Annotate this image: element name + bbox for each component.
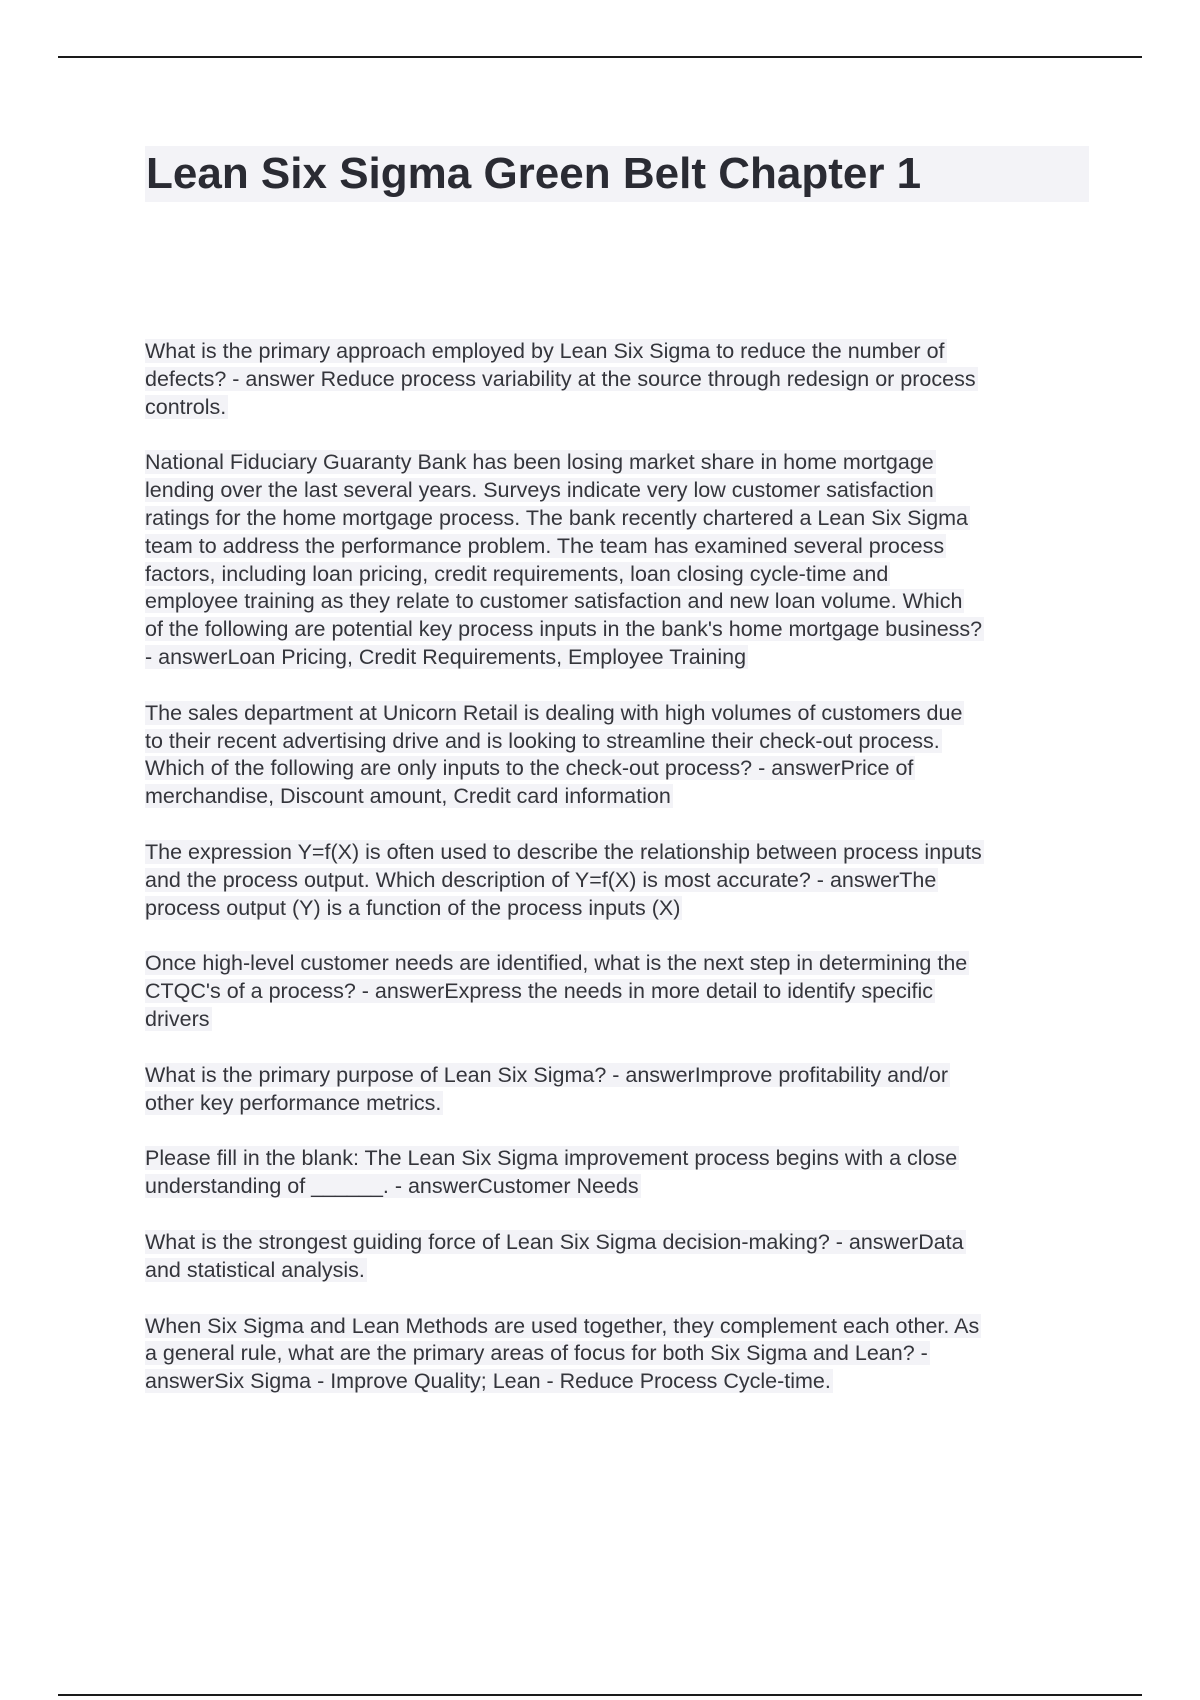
- qa-line: [145, 505, 1089, 533]
- qa-line: [145, 1313, 1089, 1341]
- qa-line: [145, 755, 1089, 783]
- qa-line-text: and the process output. Which description of Y=f(X) is most accurate? - answerThe: [145, 867, 937, 892]
- qa-line: [145, 728, 1089, 756]
- qa-line: [145, 978, 1089, 1006]
- top-rule: [58, 56, 1142, 58]
- qa-line-text: factors, including loan pricing, credit requirements, loan closing cycle-time and: [145, 561, 889, 586]
- qa-line-text: a general rule, what are the primary areas of focus for both Six Sigma and Lean? -: [145, 1341, 928, 1366]
- qa-line: [145, 644, 1089, 672]
- qa-line-text: The sales department at Unicorn Retail is dealing with high volumes of customers due: [145, 700, 963, 725]
- qa-line: [145, 1368, 1089, 1396]
- qa-line: [145, 449, 1089, 477]
- qa-line-text: team to address the performance problem. The team has examined several process: [145, 533, 945, 558]
- qa-line-text: What is the primary purpose of Lean Six Sigma? - answerImprove profitability and/or: [145, 1062, 949, 1087]
- qa-item: [145, 839, 1089, 922]
- qa-line-text: process output (Y) is a function of the process inputs (X): [145, 895, 681, 920]
- qa-line: [145, 950, 1089, 978]
- qa-line-text: controls.: [145, 394, 227, 419]
- bottom-rule: [58, 1694, 1142, 1696]
- qa-line-text: Which of the following are only inputs to the check-out process? - answerPrice of: [145, 756, 914, 781]
- qa-item: [145, 1062, 1089, 1118]
- qa-item: [145, 1229, 1089, 1285]
- qa-line: [145, 533, 1089, 561]
- qa-line: [145, 1229, 1089, 1257]
- qa-line-text: - answerLoan Pricing, Credit Requirements, Employee Training: [145, 644, 747, 669]
- qa-line: [145, 394, 1089, 422]
- qa-line-text: merchandise, Discount amount, Credit card information: [145, 784, 671, 809]
- qa-item: [145, 700, 1089, 811]
- qa-line-text: to their recent advertising drive and is looking to streamline their check-out process.: [145, 728, 940, 753]
- qa-item: [145, 1145, 1089, 1201]
- qa-line-text: When Six Sigma and Lean Methods are used together, they complement each other. As: [145, 1313, 980, 1338]
- qa-line: [145, 1006, 1089, 1034]
- qa-line: [145, 1145, 1089, 1173]
- qa-line-text: defects? - answer Reduce process variability at the source through redesign or process: [145, 366, 976, 391]
- qa-item: [145, 950, 1089, 1033]
- qa-line: [145, 338, 1089, 366]
- qa-line: [145, 839, 1089, 867]
- qa-line-text: Please fill in the blank: The Lean Six Sigma improvement process begins with a close: [145, 1146, 958, 1171]
- qa-line-text: The expression Y=f(X) is often used to describe the relationship between process inputs: [145, 839, 982, 864]
- qa-line: [145, 1257, 1089, 1285]
- qa-line: [145, 561, 1089, 589]
- qa-line: [145, 1090, 1089, 1118]
- qa-line-text: understanding of ______. - answerCustomer Needs: [145, 1174, 639, 1199]
- qa-line: [145, 1340, 1089, 1368]
- qa-line: [145, 616, 1089, 644]
- qa-item: [145, 1313, 1089, 1396]
- qa-line: [145, 783, 1089, 811]
- qa-line: [145, 867, 1089, 895]
- qa-line: [145, 1062, 1089, 1090]
- qa-line: [145, 366, 1089, 394]
- qa-line-text: employee training as they relate to customer satisfaction and new loan volume. Which: [145, 589, 963, 614]
- qa-line-text: Once high-level customer needs are identified, what is the next step in determining the: [145, 951, 968, 976]
- qa-line-text: What is the strongest guiding force of Lean Six Sigma decision-making? - answerData: [145, 1229, 964, 1254]
- qa-line-text: answerSix Sigma - Improve Quality; Lean - Reduce Process Cycle-time.: [145, 1369, 831, 1394]
- qa-line-text: drivers: [145, 1006, 210, 1031]
- qa-line-text: What is the primary approach employed by Lean Six Sigma to reduce the number of: [145, 339, 945, 363]
- qa-line-text: and statistical analysis.: [145, 1257, 365, 1282]
- qa-line-text: lending over the last several years. Surveys indicate very low customer satisfaction: [145, 478, 934, 503]
- qa-line: [145, 477, 1089, 505]
- qa-list: [145, 338, 1089, 1424]
- qa-line-text: ratings for the home mortgage process. The bank recently chartered a Lean Six Sigma: [145, 505, 969, 530]
- qa-line: [145, 588, 1089, 616]
- qa-line-text: CTQC's of a process? - answerExpress the needs in more detail to identify specific: [145, 979, 934, 1004]
- qa-line-text: National Fiduciary Guaranty Bank has been losing market share in home mortgage: [145, 450, 934, 475]
- qa-item: [145, 449, 1089, 671]
- qa-line-text: of the following are potential key process inputs in the bank's home mortgage business?: [145, 617, 983, 642]
- qa-line-text: other key performance metrics.: [145, 1090, 442, 1115]
- qa-item: [145, 338, 1089, 421]
- page-title: Lean Six Sigma Green Belt Chapter 1: [146, 149, 922, 198]
- qa-line: [145, 700, 1089, 728]
- qa-line: [145, 1173, 1089, 1201]
- qa-line: [145, 895, 1089, 923]
